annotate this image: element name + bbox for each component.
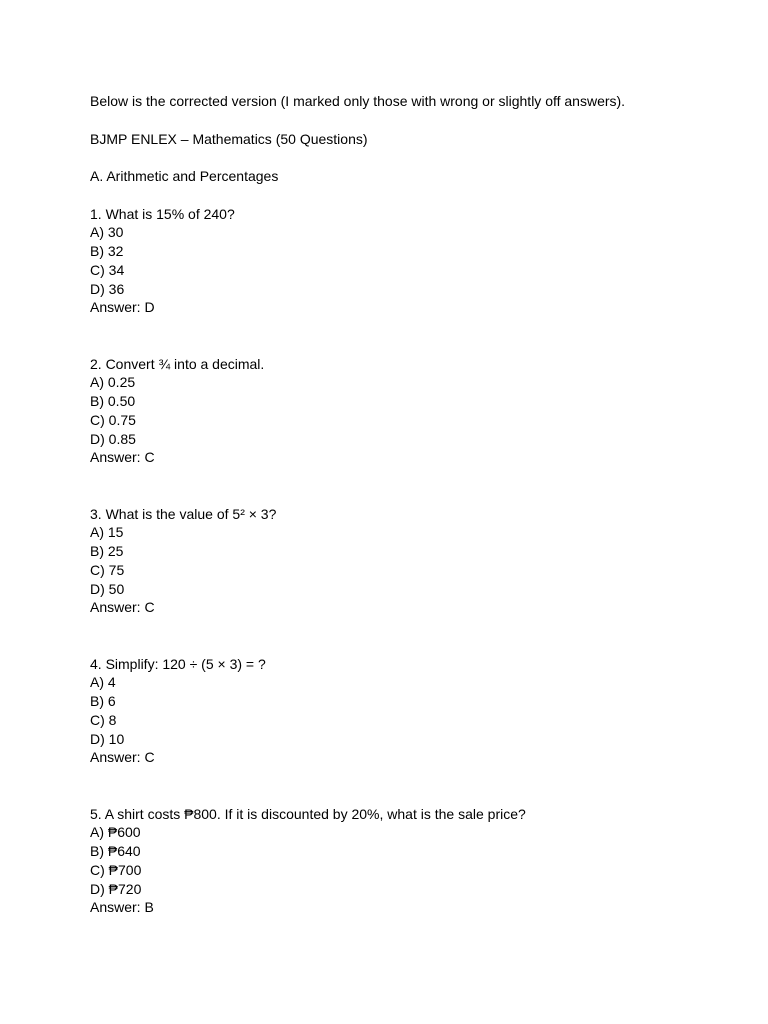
answer-line: Answer: C bbox=[90, 449, 155, 466]
document-body bbox=[90, 92, 730, 917]
option-d: D) 36 bbox=[90, 280, 125, 297]
intro-text: Below is the corrected version (I marked only those with wrong or slightly off answers). bbox=[90, 93, 626, 109]
section-heading: A. Arithmetic and Percentages bbox=[90, 168, 279, 184]
question-block bbox=[90, 505, 730, 618]
option-a: A) 15 bbox=[90, 524, 124, 541]
question-block bbox=[90, 205, 730, 318]
option-c: C) 8 bbox=[90, 711, 117, 728]
question-prompt: 2. Convert ¾ into a decimal. bbox=[90, 355, 265, 372]
option-d: D) 0.85 bbox=[90, 430, 136, 447]
question-prompt: 5. A shirt costs ₱800. If it is discounted by 20%, what is the sale price? bbox=[90, 805, 526, 822]
question-prompt: 1. What is 15% of 240? bbox=[90, 205, 235, 222]
option-d: D) 50 bbox=[90, 580, 125, 597]
question-prompt: 3. What is the value of 5² × 3? bbox=[90, 505, 277, 522]
question-block bbox=[90, 355, 730, 468]
answer-line: Answer: C bbox=[90, 749, 155, 766]
option-b: B) 0.50 bbox=[90, 393, 136, 409]
option-c: C) 34 bbox=[90, 261, 125, 278]
answer-line: Answer: B bbox=[90, 899, 154, 916]
answer-line: Answer: D bbox=[90, 299, 155, 316]
option-a: A) 30 bbox=[90, 224, 124, 241]
question-block bbox=[90, 805, 730, 918]
option-a: A) 4 bbox=[90, 674, 116, 691]
option-c: C) 75 bbox=[90, 561, 125, 578]
option-d: D) ₱720 bbox=[90, 880, 142, 897]
option-b: B) 25 bbox=[90, 543, 124, 559]
document-title: BJMP ENLEX – Mathematics (50 Questions) bbox=[90, 130, 368, 147]
option-b: B) ₱640 bbox=[90, 843, 141, 859]
answer-line: Answer: C bbox=[90, 599, 155, 616]
option-b: B) 6 bbox=[90, 693, 116, 709]
option-d: D) 10 bbox=[90, 730, 125, 747]
option-a: A) ₱600 bbox=[90, 824, 141, 841]
option-c: C) ₱700 bbox=[90, 861, 142, 878]
option-b: B) 32 bbox=[90, 243, 124, 259]
option-c: C) 0.75 bbox=[90, 411, 136, 428]
question-block bbox=[90, 655, 730, 768]
option-a: A) 0.25 bbox=[90, 374, 136, 391]
question-prompt: 4. Simplify: 120 ÷ (5 × 3) = ? bbox=[90, 655, 266, 672]
